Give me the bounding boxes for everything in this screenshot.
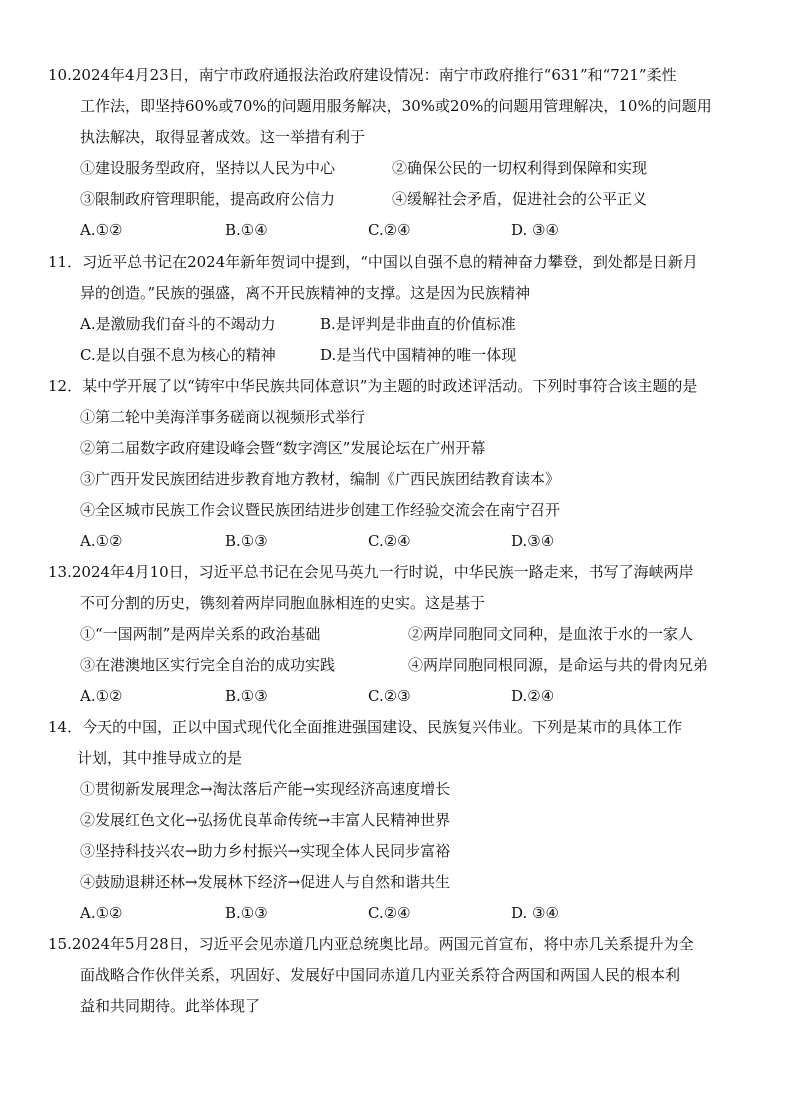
q11-answer-c[interactable]: C.是以自强不息为核心的精神 xyxy=(80,346,276,364)
q13-stem-line-2: 不可分割的历史，镌刻着两岸同胞血脉相连的史实。这是基于 xyxy=(80,594,486,612)
q14-stem-line-2: 计划，其中推导成立的是 xyxy=(77,749,243,767)
q14-answer-a[interactable]: A.①② xyxy=(80,904,123,922)
q15-stem-line-2: 面战略合作伙伴关系，巩固好、发展好中国同赤道几内亚关系符合两国和两国人民的根本利 xyxy=(80,966,681,984)
q10-stem-line-3: 执法解决，取得显著成效。这一举措有利于 xyxy=(80,128,366,146)
q14-answer-d[interactable]: D. ③④ xyxy=(511,904,559,922)
q15-stem-line-1: 15.2024年5月28日，习近平会见赤道几内亚总统奥比昂。两国元首宣布，将中赤几关系提升为全 xyxy=(48,935,694,953)
q11-answer-b[interactable]: B.是评判是非曲直的价值标准 xyxy=(320,315,516,333)
q12-answer-a[interactable]: A.①② xyxy=(80,532,123,550)
q13-stem-line-1: 13.2024年4月10日，习近平总书记在会见马英九一行时说，中华民族一路走来，书写了海峡两岸 xyxy=(48,563,694,581)
q14-item-3: ③坚持科技兴农→助力乡村振兴→实现全体人民同步富裕 xyxy=(80,842,451,860)
q11-stem-line-1: 11．习近平总书记在2024年新年贺词中提到，“中国以自强不息的精神奋力攀登，到处都是日新月 xyxy=(48,253,698,271)
q12-stem-line-1: 12．某中学开展了以“铸牢中华民族共同体意识”为主题的时政述评活动。下列时事符合该主题的是 xyxy=(48,377,698,395)
q10-answer-a[interactable]: A.①② xyxy=(80,221,123,239)
q14-item-4: ④鼓励退耕还林→发展林下经济→促进人与自然和谐共生 xyxy=(80,873,451,891)
q14-answer-c[interactable]: C.②④ xyxy=(368,904,411,922)
q14-stem-line-1: 14．今天的中国，正以中国式现代化全面推进强国建设、民族复兴伟业。下列是某市的具体工作 xyxy=(48,718,683,736)
q12-item-4: ④全区城市民族工作会议暨民族团结进步创建工作经验交流会在南宁召开 xyxy=(80,501,561,519)
q10-stem-line-2: 工作法，即坚持60%或70%的问题用服务解决，30%或20%的问题用管理解决，10%的问题用 xyxy=(80,97,712,115)
q10-item-3: ③限制政府管理职能，提高政府公信力 xyxy=(80,190,336,208)
q12-answer-b[interactable]: B.①③ xyxy=(225,532,268,550)
q14-answer-b[interactable]: B.①③ xyxy=(225,904,268,922)
q14-item-1: ①贯彻新发展理念→淘汰落后产能→实现经济高速度增长 xyxy=(80,780,451,798)
q15-stem-line-3: 益和共同期待。此举体现了 xyxy=(80,997,261,1015)
q12-answer-d[interactable]: D.③④ xyxy=(511,532,555,550)
q13-item-3: ③在港澳地区实行完全自治的成功实践 xyxy=(80,656,336,674)
q12-item-3: ③广西开发民族团结进步教育地方教材，编制《广西民族团结教育读本》 xyxy=(80,470,561,488)
q10-answer-b[interactable]: B.①④ xyxy=(225,221,268,239)
q10-item-1: ①建设服务型政府，坚持以人民为中心 xyxy=(80,159,336,177)
q12-item-2: ②第二届数字政府建设峰会暨“数字湾区”发展论坛在广州开幕 xyxy=(80,439,486,457)
q10-answer-c[interactable]: C.②④ xyxy=(368,221,411,239)
q13-answer-b[interactable]: B.①③ xyxy=(225,687,268,705)
q13-answer-c[interactable]: C.②③ xyxy=(368,687,411,705)
q10-answer-d[interactable]: D. ③④ xyxy=(511,221,559,239)
q11-answer-a[interactable]: A.是激励我们奋斗的不竭动力 xyxy=(80,315,276,333)
q13-item-4: ④两岸同胞同根同源，是命运与共的骨肉兄弟 xyxy=(408,656,709,674)
q11-stem-line-2: 异的创造。”民族的强盛，离不开民族精神的支撑。这是因为民族精神 xyxy=(80,284,531,302)
q10-item-4: ④缓解社会矛盾，促进社会的公平正义 xyxy=(392,190,648,208)
q10-stem-line-1: 10.2024年4月23日，南宁市政府通报法治政府建设情况：南宁市政府推行“631”和“721”柔性 xyxy=(48,66,677,84)
q12-answer-c[interactable]: C.②④ xyxy=(368,532,411,550)
q14-item-2: ②发展红色文化→弘扬优良革命传统→丰富人民精神世界 xyxy=(80,811,451,829)
q13-answer-a[interactable]: A.①② xyxy=(80,687,123,705)
q13-item-2: ②两岸同胞同文同种，是血浓于水的一家人 xyxy=(408,625,694,643)
q13-answer-d[interactable]: D.②④ xyxy=(511,687,555,705)
q12-item-1: ①第二轮中美海洋事务磋商以视频形式举行 xyxy=(80,408,366,426)
q10-item-2: ②确保公民的一切权利得到保障和实现 xyxy=(392,159,648,177)
q13-item-1: ①“一国两制”是两岸关系的政治基础 xyxy=(80,625,321,643)
q11-answer-d[interactable]: D.是当代中国精神的唯一体现 xyxy=(320,346,517,364)
